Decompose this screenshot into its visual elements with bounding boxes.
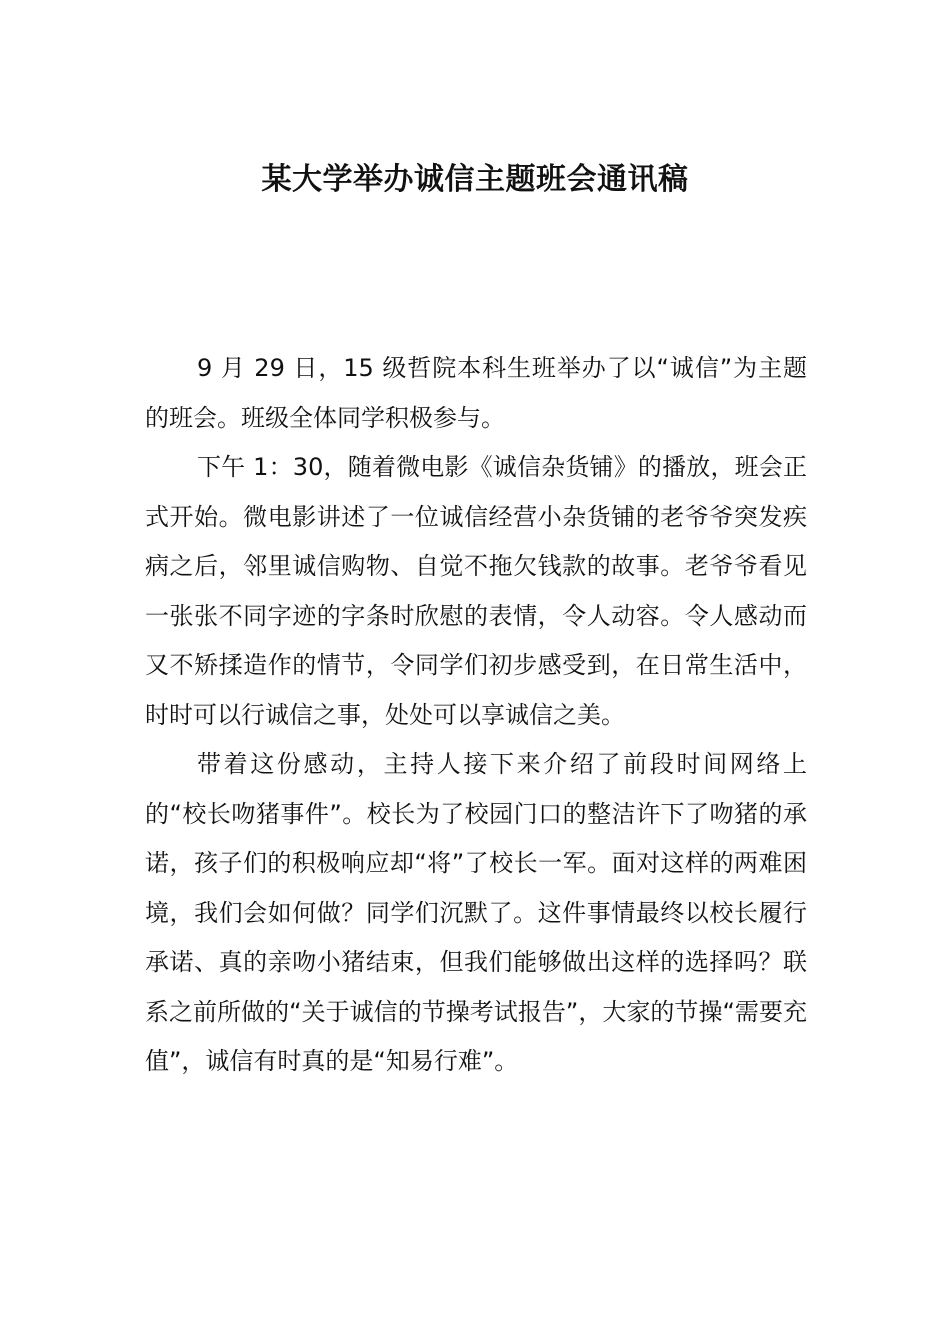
paragraph-1: 9 月 29 日，15 级哲院本科生班举办了以“诚信”为主题的班会。班级全体同学积极参与。 — [145, 354, 807, 432]
document-title: 某大学举办诚信主题班会通讯稿 — [261, 162, 689, 197]
document-body — [145, 344, 807, 1087]
paragraph-2: 下午 1：30，随着微电影《诚信杂货铺》的播放，班会正式开始。微电影讲述了一位诚信经营小杂货铺的老爷爷突发疾病之后，邻里诚信购物、自觉不拖欠钱款的故事。老爷爷看见一张张不同字迹的字条时欣慰的表情，令人动容。令人感动而又不矫揉造作的情节，令同学们初步感受到，在日常生活中，时时可以行诚信之事，处处可以享诚信之美。 — [145, 453, 807, 729]
paragraph-3: 带着这份感动，主持人接下来介绍了前段时间网络上的“校长吻猪事件”。校长为了校园门口的整洁许下了吻猪的承诺，孩子们的积极响应却“将”了校长一军。面对这样的两难困境，我们会如何做？同学们沉默了。这件事情最终以校长履行承诺、真的亲吻小猪结束，但我们能够做出这样的选择吗？联系之前所做的“关于诚信的节操考试报告”，大家的节操“需要充值”，诚信有时真的是“知易行难”。 — [145, 750, 807, 1075]
